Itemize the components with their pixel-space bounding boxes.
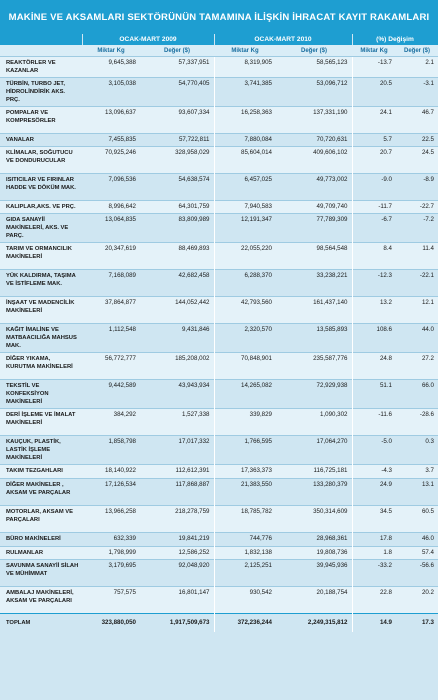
val-change: -22.1 [396,270,438,297]
qty-2010: 18,785,782 [214,506,276,533]
val-change: 66.0 [396,380,438,409]
row-label: TEKSTİL VE KONFEKSİYON MAKİNELERİ [0,380,82,409]
qty-2010: 2,320,570 [214,324,276,353]
qty-2010: 744,776 [214,533,276,547]
qty-change: 20.5 [352,78,396,107]
table-row [0,479,438,506]
total-qty-change: 14.9 [352,614,396,633]
table-row [0,324,438,353]
blank-subheader [0,45,82,57]
val-2009: 144,052,442 [140,297,214,324]
val-2009: 12,586,252 [140,547,214,560]
table-row [0,297,438,324]
page-title: MAKİNE VE AKSAMLARI SEKTÖRÜNÜN TAMAMINA İLİŞKİN İHRACAT KAYIT RAKAMLARI [0,0,438,34]
table-row [0,57,438,78]
qty-header-2009: Miktar Kg [82,45,140,57]
row-label: KLİMALAR, SOĞUTUCU VE DONDURUCULAR [0,147,82,174]
row-label: KAUÇUK, PLASTİK, LASTİK İŞLEME MAKİNELERİ [0,436,82,465]
val-change: 20.2 [396,587,438,614]
qty-2009: 13,064,835 [82,214,140,243]
table-row [0,214,438,243]
val-2010: 49,773,002 [276,174,352,201]
qty-2009: 8,996,642 [82,201,140,214]
table-row [0,409,438,436]
qty-change: 108.6 [352,324,396,353]
row-label: AMBALAJ MAKİNELERİ, AKSAM VE PARÇALARI [0,587,82,614]
qty-2009: 13,966,258 [82,506,140,533]
qty-2009: 3,179,695 [82,560,140,587]
table-row [0,587,438,614]
val-change: 22.5 [396,134,438,147]
val-header-change: Değer ($) [396,45,438,57]
qty-change: 5.7 [352,134,396,147]
table-row [0,465,438,479]
table-row [0,547,438,560]
total-qty-2010: 372,236,244 [214,614,276,633]
row-label: TÜRBİN, TURBO JET, HİDROLİNDİRİK AKS. PRÇ. [0,78,82,107]
qty-change: -11.7 [352,201,396,214]
qty-change: -9.0 [352,174,396,201]
qty-change: -12.3 [352,270,396,297]
val-2010: 409,606,102 [276,147,352,174]
table-row [0,243,438,270]
qty-2010: 12,191,347 [214,214,276,243]
row-label: DİĞER YIKAMA, KURUTMA MAKİNELERİ [0,353,82,380]
table-row [0,436,438,465]
qty-2009: 56,772,777 [82,353,140,380]
val-2010: 49,709,740 [276,201,352,214]
val-2010: 58,565,123 [276,57,352,78]
val-change: -7.2 [396,214,438,243]
row-label: TARIM VE ORMANCILIK MAKİNELERİ [0,243,82,270]
row-label: MOTORLAR, AKSAM VE PARÇALARI [0,506,82,533]
table-body [0,57,438,614]
table-row [0,506,438,533]
val-2009: 54,638,574 [140,174,214,201]
val-change: -3.1 [396,78,438,107]
val-change: 0.3 [396,436,438,465]
table-row [0,380,438,409]
qty-2010: 14,265,082 [214,380,276,409]
qty-2010: 2,125,251 [214,560,276,587]
row-label: ISITICILAR VE FIRINLAR HADDE VE DÖKÜM MAK. [0,174,82,201]
qty-2010: 85,604,014 [214,147,276,174]
row-label: SAVUNMA SANAYİİ SİLAH VE MÜHİMMAT [0,560,82,587]
val-2009: 43,943,934 [140,380,214,409]
row-label: GIDA SANAYİİ MAKİNELERİ, AKS. VE PARÇ. [0,214,82,243]
val-2010: 1,090,302 [276,409,352,436]
val-2010: 33,238,221 [276,270,352,297]
qty-2009: 9,645,388 [82,57,140,78]
val-change: 24.5 [396,147,438,174]
val-2009: 83,809,989 [140,214,214,243]
qty-2010: 6,288,370 [214,270,276,297]
val-change: 60.5 [396,506,438,533]
total-label: TOPLAM [0,614,82,633]
row-label: DERİ İŞLEME VE İMALAT MAKİNELERİ [0,409,82,436]
val-2010: 20,188,754 [276,587,352,614]
val-2010: 116,725,181 [276,465,352,479]
qty-2010: 3,741,385 [214,78,276,107]
qty-2010: 7,940,583 [214,201,276,214]
qty-2009: 7,096,536 [82,174,140,201]
val-2010: 70,720,631 [276,134,352,147]
qty-change: -33.2 [352,560,396,587]
val-2010: 19,808,736 [276,547,352,560]
qty-change: 20.7 [352,147,396,174]
table-row [0,174,438,201]
val-2009: 92,048,920 [140,560,214,587]
row-label: İNŞAAT VE MADENCİLİK MAKİNELERİ [0,297,82,324]
val-2010: 72,929,938 [276,380,352,409]
table-row [0,353,438,380]
qty-change: 1.8 [352,547,396,560]
qty-change: 8.4 [352,243,396,270]
total-qty-2009: 323,880,050 [82,614,140,633]
qty-2010: 7,880,084 [214,134,276,147]
val-2010: 77,789,309 [276,214,352,243]
val-2009: 1,527,338 [140,409,214,436]
val-change: -22.7 [396,201,438,214]
table-row [0,134,438,147]
qty-2009: 37,864,877 [82,297,140,324]
val-2010: 53,096,712 [276,78,352,107]
row-label: YÜK KALDIRMA, TAŞIMA VE İSTİFLEME MAK. [0,270,82,297]
val-2009: 17,017,332 [140,436,214,465]
row-label: TAKIM TEZGAHLARI [0,465,82,479]
val-change: 11.4 [396,243,438,270]
row-label: REAKTÖRLER VE KAZANLAR [0,57,82,78]
qty-2009: 384,292 [82,409,140,436]
table-row [0,533,438,547]
val-change: 3.7 [396,465,438,479]
qty-header-2010: Miktar Kg [214,45,276,57]
qty-2010: 16,258,363 [214,107,276,134]
qty-change: 22.8 [352,587,396,614]
total-val-2009: 1,917,509,673 [140,614,214,633]
total-row [0,614,438,633]
group-header-row [0,34,438,45]
qty-change: 17.8 [352,533,396,547]
qty-change: 24.9 [352,479,396,506]
val-2010: 235,587,776 [276,353,352,380]
sub-header-row [0,45,438,57]
qty-change: -5.0 [352,436,396,465]
table-row [0,78,438,107]
total-val-2010: 2,249,315,812 [276,614,352,633]
qty-2010: 8,319,905 [214,57,276,78]
qty-2009: 7,168,089 [82,270,140,297]
val-change: 13.1 [396,479,438,506]
val-2009: 93,607,334 [140,107,214,134]
qty-2010: 930,542 [214,587,276,614]
val-change: 2.1 [396,57,438,78]
qty-2009: 1,798,999 [82,547,140,560]
val-2009: 112,612,391 [140,465,214,479]
val-header-2009: Değer ($) [140,45,214,57]
val-change: 57.4 [396,547,438,560]
qty-change: -13.7 [352,57,396,78]
group-header-2009: OCAK-MART 2009 [82,34,214,45]
qty-2009: 1,858,798 [82,436,140,465]
val-2010: 98,564,548 [276,243,352,270]
qty-2010: 70,848,901 [214,353,276,380]
qty-2010: 1,766,595 [214,436,276,465]
qty-2009: 9,442,589 [82,380,140,409]
val-2009: 64,301,759 [140,201,214,214]
qty-change: 24.1 [352,107,396,134]
qty-2009: 18,140,922 [82,465,140,479]
table-row [0,201,438,214]
val-2009: 88,469,893 [140,243,214,270]
val-2010: 13,585,893 [276,324,352,353]
val-2009: 185,208,002 [140,353,214,380]
qty-change: 51.1 [352,380,396,409]
val-2009: 42,682,458 [140,270,214,297]
val-2010: 137,331,190 [276,107,352,134]
qty-2009: 1,112,548 [82,324,140,353]
qty-2010: 21,383,550 [214,479,276,506]
table-row [0,270,438,297]
val-2009: 54,770,405 [140,78,214,107]
qty-2009: 632,339 [82,533,140,547]
qty-2009: 70,925,246 [82,147,140,174]
table-row [0,147,438,174]
val-change: 27.2 [396,353,438,380]
row-label: DİĞER MAKİNELER , AKSAM VE PARÇALAR [0,479,82,506]
qty-2009: 757,575 [82,587,140,614]
val-2010: 17,064,270 [276,436,352,465]
val-2009: 57,337,951 [140,57,214,78]
qty-2009: 17,126,534 [82,479,140,506]
group-header-2010: OCAK-MART 2010 [214,34,352,45]
blank-header [0,34,82,45]
qty-2010: 22,055,220 [214,243,276,270]
val-header-2010: Değer ($) [276,45,352,57]
val-2009: 16,801,147 [140,587,214,614]
val-change: -8.9 [396,174,438,201]
qty-change: -11.6 [352,409,396,436]
qty-2009: 3,105,038 [82,78,140,107]
row-label: RULMANLAR [0,547,82,560]
val-2009: 328,958,029 [140,147,214,174]
table-row [0,107,438,134]
qty-change: 24.8 [352,353,396,380]
qty-2009: 13,096,637 [82,107,140,134]
qty-2010: 6,457,025 [214,174,276,201]
val-change: 12.1 [396,297,438,324]
val-2009: 218,278,759 [140,506,214,533]
qty-change: 34.5 [352,506,396,533]
qty-2010: 42,793,560 [214,297,276,324]
val-change: 44.0 [396,324,438,353]
row-label: POMPALAR VE KOMPRESÖRLER [0,107,82,134]
qty-change: -4.3 [352,465,396,479]
qty-2010: 339,829 [214,409,276,436]
val-2009: 19,841,219 [140,533,214,547]
export-table [0,34,438,632]
val-change: -28.6 [396,409,438,436]
qty-header-change: Miktar Kg [352,45,396,57]
val-2009: 117,868,887 [140,479,214,506]
qty-2009: 20,347,619 [82,243,140,270]
val-2010: 133,280,379 [276,479,352,506]
group-header-change: (%) Değişim [352,34,438,45]
val-change: 46.7 [396,107,438,134]
val-2010: 350,314,609 [276,506,352,533]
qty-2010: 1,832,138 [214,547,276,560]
val-2009: 9,431,846 [140,324,214,353]
val-2010: 39,945,936 [276,560,352,587]
qty-change: 13.2 [352,297,396,324]
val-2010: 28,968,361 [276,533,352,547]
row-label: VANALAR [0,134,82,147]
val-change: 46.0 [396,533,438,547]
val-2010: 161,437,140 [276,297,352,324]
row-label: KALIPLAR,AKS. VE PRÇ. [0,201,82,214]
val-2009: 57,722,811 [140,134,214,147]
row-label: KAĞIT İMALİNE VE MATBAACILIĞA MAHSUS MAK. [0,324,82,353]
val-change: -56.6 [396,560,438,587]
qty-change: -6.7 [352,214,396,243]
row-label: BÜRO MAKİNELERİ [0,533,82,547]
table-row [0,560,438,587]
total-val-change: 17.3 [396,614,438,633]
qty-2009: 7,455,835 [82,134,140,147]
qty-2010: 17,363,373 [214,465,276,479]
